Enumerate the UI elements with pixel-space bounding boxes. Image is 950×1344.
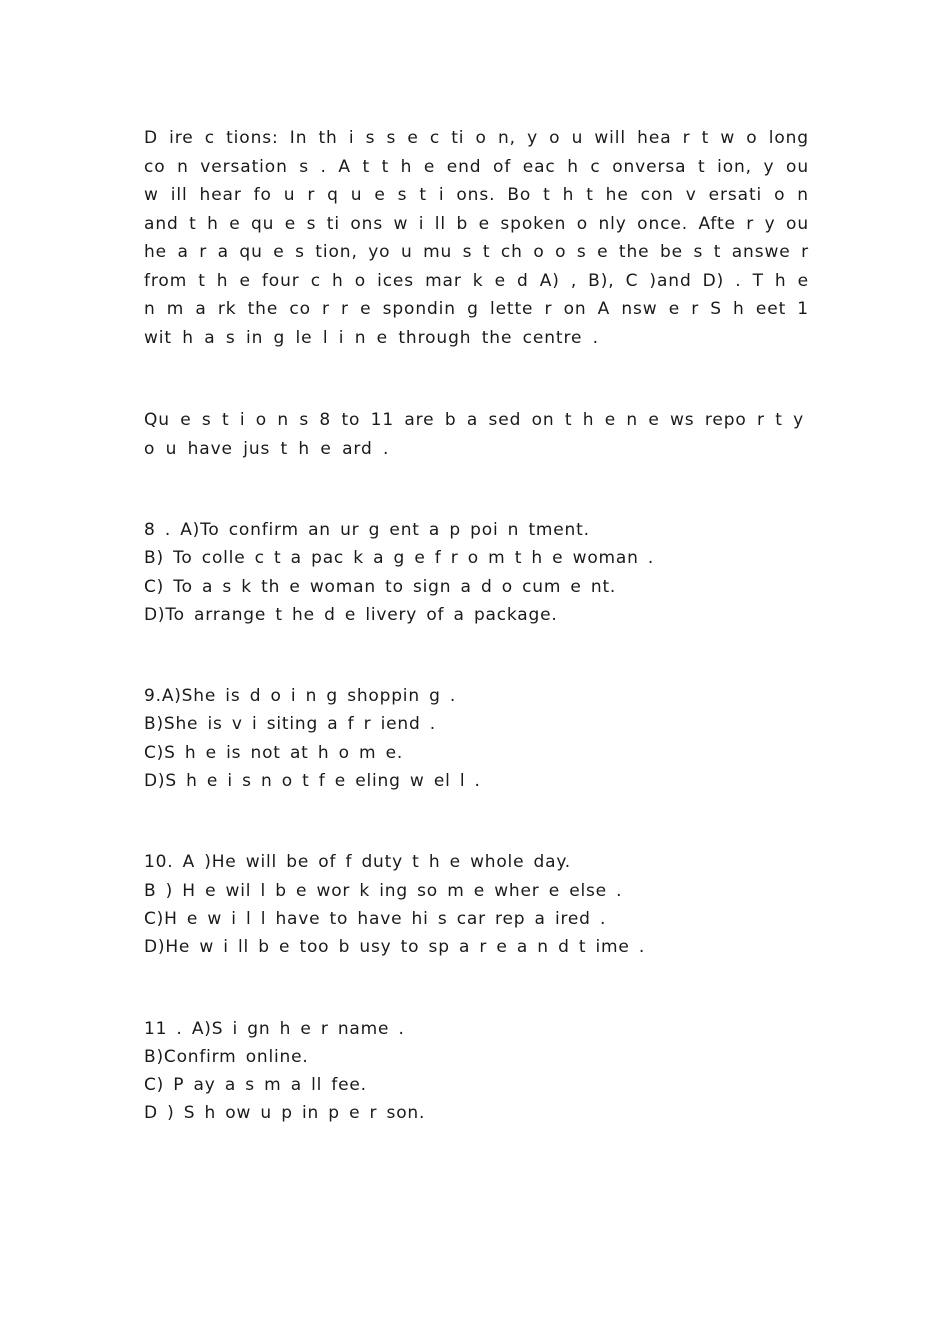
question-10 [144,848,809,961]
option-9c: C)S h e is not at h o m e. [144,742,404,763]
question-8 [144,516,809,629]
option-10c: C)H e w i l l have to have hi s car rep a ired . [144,908,607,929]
question-11 [144,1015,809,1128]
option-9b: B)She is v i siting a f r iend . [144,714,436,735]
option-11b: B)Confirm online. [144,1046,309,1067]
option-10a: 10. A )He will be of f duty t h e whole day. [144,852,571,873]
option-11a: 11 . A)S i gn h e r name . [144,1018,405,1039]
option-11d: D ) S h ow u p in p e r son. [144,1103,426,1124]
option-9a: 9.A)She is d o i n g shoppin g . [144,686,457,707]
directions-paragraph: D ire c tions: In th i s s e c ti o n, y o u will hea r t w o long co n versation s . A t t h e end of eac h c onversa t ion, y ou w ill hear fo u r q u e s t i ons. Bo t h t he con v ersati o n and t h e qu e s ti ons w i ll b e spoken o nly once. Afte r y ou he a r a qu e s tion, yo u mu s t ch o o s e the be s t answe r from t h e four c h o ices mar k e d A) , B), C )and D) . T h e n m a rk the co r r e spondin g lette r on A nsw e r S h eet 1 wit h a s in g le l i n e through the centre . [144,128,809,348]
option-8a: 8 . A)To confirm an ur g ent a p poi n tment. [144,520,590,540]
option-8c: C) To a s k th e woman to sign a d o cum e nt. [144,576,617,597]
option-10b: B ) H e wil l b e wor k ing so m e wher e else . [144,880,623,901]
document-page [144,124,809,1128]
option-10d: D)He w i ll b e too b usy to sp a r e a n d t ime . [144,937,646,958]
section-intro: Qu e s t i o n s 8 to 11 are b a sed on t h e n e ws repo r t y o u have jus t h e ard . [144,410,805,459]
option-8d: D)To arrange t he d e livery of a package. [144,604,558,625]
option-11c: C) P ay a s m a ll fee. [144,1075,367,1096]
option-9d: D)S h e i s n o t f e eling w el l . [144,771,481,792]
option-8b: B) To colle c t a pac k a g e f r o m t h e woman . [144,548,655,569]
question-9 [144,682,809,795]
